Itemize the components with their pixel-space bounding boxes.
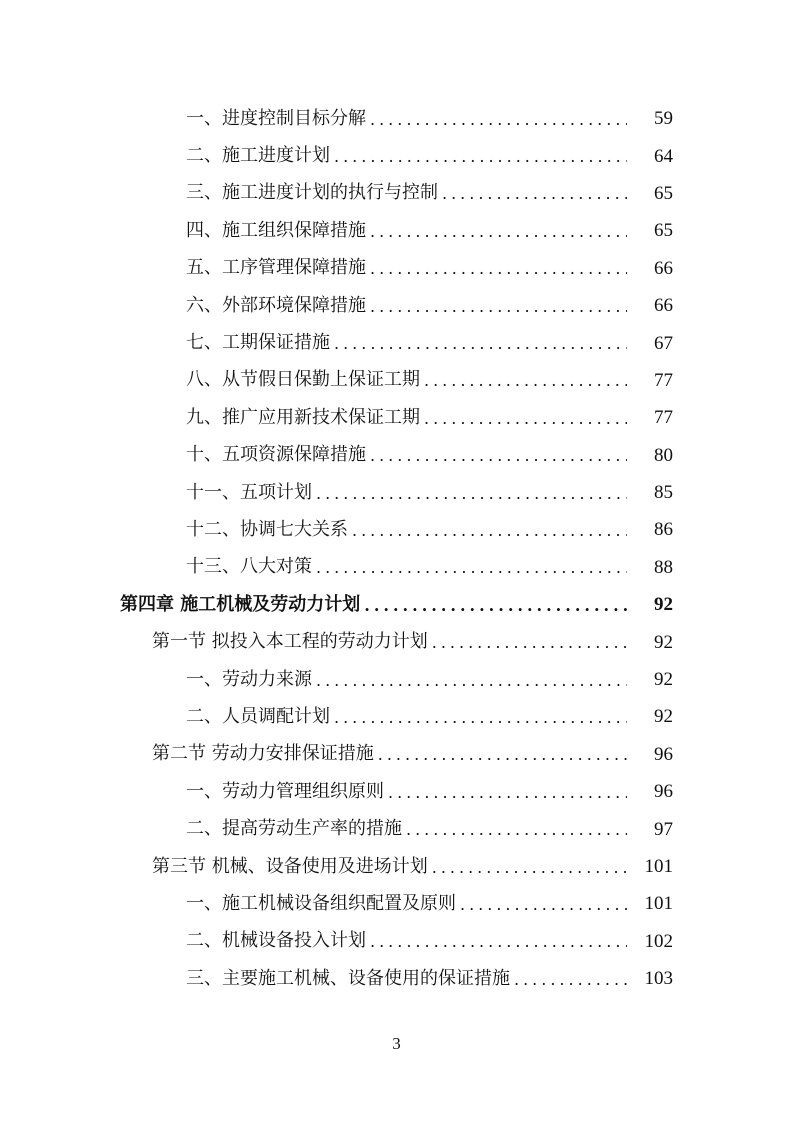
toc-dot-leader [316,486,627,502]
toc-entry-page: 92 [654,631,673,653]
toc-entry-title: 十二、协调七大关系 [186,518,348,540]
toc-entry-item[interactable] [0,885,793,922]
toc-entry-page: 92 [654,706,673,728]
toc-dot-leader [370,448,627,464]
toc-dot-leader [370,299,627,315]
toc-entry-title: 第二节 劳动力安排保证措施 [152,743,374,765]
toc-entry-title: 二、人员调配计划 [186,705,330,727]
toc-dot-leader [370,224,627,240]
toc-entry-page: 66 [654,295,673,317]
toc-entry-item[interactable] [0,362,793,399]
toc-entry-item[interactable] [0,250,793,287]
toc-entry-section[interactable] [0,736,793,773]
toc-entry-title: 一、施工机械设备组织配置及原则 [186,892,456,914]
toc-dot-leader [406,822,627,838]
toc-entry-item[interactable] [0,399,793,436]
toc-entry-title: 七、工期保证措施 [186,332,330,354]
toc-dot-leader [334,710,627,726]
toc-entry-page: 77 [654,407,673,429]
toc-entry-item[interactable] [0,960,793,997]
toc-dot-leader [460,897,627,913]
toc-entry-title: 二、施工进度计划 [186,145,330,167]
toc-entry-page: 101 [644,856,673,877]
toc-entry-item[interactable] [0,549,793,586]
toc-dot-leader [514,972,627,988]
toc-entry-page: 65 [654,182,673,204]
toc-entry-page: 96 [654,781,673,803]
toc-entry-page: 88 [654,556,673,578]
toc-entry-page: 86 [654,519,673,541]
toc-entry-page: 65 [654,220,673,242]
toc-dot-leader [334,149,627,165]
toc-dot-leader [316,560,627,576]
toc-entry-title: 第四章 施工机械及劳动力计划 [120,593,361,615]
toc-entry-page: 77 [654,369,673,391]
toc-dot-leader [334,336,627,352]
toc-entry-page: 97 [654,818,673,840]
toc-entry-page: 66 [654,257,673,279]
toc-entry-item[interactable] [0,175,793,212]
toc-entry-page: 96 [654,743,673,765]
toc-entry-section[interactable] [0,848,793,885]
toc-dot-leader [370,112,627,128]
toc-entry-page: 85 [654,482,673,504]
toc-entry-title: 九、推广应用新技术保证工期 [186,406,420,428]
toc-dot-leader [424,411,627,427]
toc-entry-item[interactable] [0,474,793,511]
toc-entry-page: 59 [654,108,673,130]
toc-entry-title: 第一节 拟投入本工程的劳动力计划 [152,631,428,653]
toc-entry-title: 十、五项资源保障措施 [186,444,366,466]
toc-entry-page: 103 [644,968,673,990]
toc-dot-leader [424,373,627,389]
toc-dot-leader [370,934,627,950]
toc-entry-item[interactable] [0,810,793,847]
toc-entry-title: 二、机械设备投入计划 [186,930,366,952]
toc-dot-leader [432,860,627,876]
toc-entry-title: 五、工序管理保障措施 [186,257,366,279]
toc-entry-item[interactable] [0,661,793,698]
toc-entry-item[interactable] [0,437,793,474]
toc-entry-page: 67 [654,332,673,354]
toc-dot-leader [378,747,627,763]
toc-entry-title: 六、外部环境保障措施 [186,294,366,316]
toc-entry-title: 一、劳动力来源 [186,668,312,690]
toc-dot-leader [352,523,627,539]
toc-entry-page: 102 [644,930,673,952]
toc-dot-leader [388,785,627,801]
toc-entry-title: 第三节 机械、设备使用及进场计划 [152,855,428,877]
page-number: 3 [392,1034,401,1053]
toc-entry-title: 一、进度控制目标分解 [186,107,366,129]
toc-entry-page: 64 [654,145,673,167]
toc-entry-item[interactable] [0,287,793,324]
toc-entry-item[interactable] [0,923,793,960]
toc-entry-title: 三、主要施工机械、设备使用的保证措施 [186,967,510,989]
toc-entry-title: 八、从节假日保勤上保证工期 [186,369,420,391]
toc-entry-item[interactable] [0,137,793,174]
toc-entry-title: 一、劳动力管理组织原则 [186,780,384,802]
toc-entry-chapter[interactable] [0,586,793,623]
toc-dot-leader [432,635,627,651]
toc-dot-leader [316,673,627,689]
toc-entry-item[interactable] [0,698,793,735]
toc-entry-item[interactable] [0,773,793,810]
toc-dot-leader [442,186,627,202]
toc-entry-item[interactable] [0,100,793,137]
toc-entry-item[interactable] [0,511,793,548]
toc-entry-item[interactable] [0,324,793,361]
toc-entry-page: 101 [644,893,673,915]
toc-entry-item[interactable] [0,212,793,249]
toc-entry-title: 四、施工组织保障措施 [186,219,366,241]
toc-entry-page: 80 [654,444,673,466]
toc-entry-title: 十一、五项计划 [186,481,312,503]
toc-entry-page: 92 [654,594,673,616]
toc-entry-page: 92 [654,669,673,691]
toc-entry-title: 二、提高劳动生产率的措施 [186,818,402,840]
toc-entry-section[interactable] [0,623,793,660]
table-of-contents [0,100,793,997]
toc-entry-title: 三、施工进度计划的执行与控制 [186,182,438,204]
toc-dot-leader [364,598,627,614]
toc-dot-leader [370,261,627,277]
toc-entry-title: 十三、八大对策 [186,556,312,578]
